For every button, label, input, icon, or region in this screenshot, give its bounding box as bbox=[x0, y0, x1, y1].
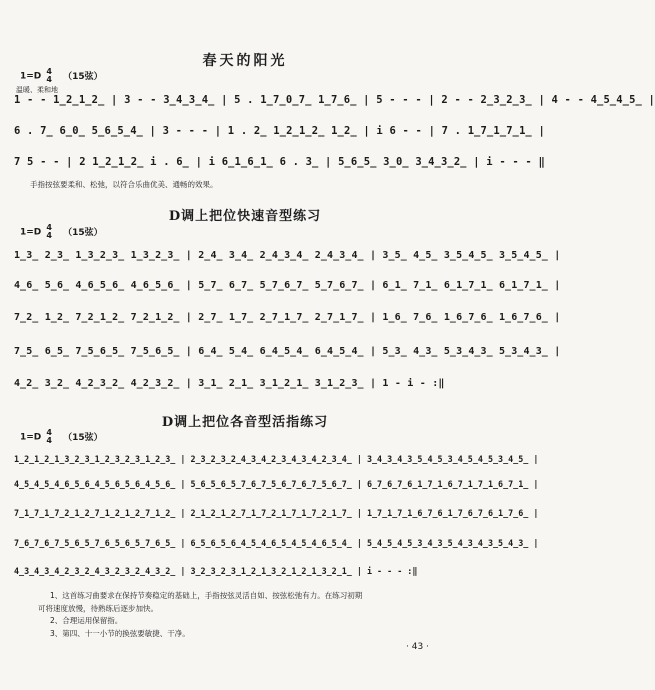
key-signature bbox=[20, 429, 103, 445]
time-top: 4 bbox=[46, 223, 52, 232]
score-line: 7̲2̲ 1̲2̲ 7̲2̲1̲2̲ 7̲2̲1̲2̲ | 2̲7̲ 1̲7̲ 2̲7̲1̲7̲ 2̲7̲1̲7̲ | 1̲6̲ 7̲6̲ 1̲6̲7̲6̲ 1̲6̲7̲6̲ | bbox=[14, 312, 561, 323]
strings-label: （15弦） bbox=[63, 432, 103, 443]
note-line: 可将速度放慢，待熟练后逐步加快。 bbox=[38, 603, 158, 613]
key-label: 1=D bbox=[20, 227, 42, 238]
page-number: · 43 · bbox=[406, 642, 429, 652]
key-signature bbox=[20, 68, 103, 84]
note-line: 2、合理运用保留指。 bbox=[50, 616, 123, 625]
time-signature bbox=[46, 68, 52, 84]
score-line: 1̲3̲ 2̲3̲ 1̲3̲2̲3̲ 1̲3̲2̲3̲ | 2̲4̲ 3̲4̲ 2̲4̲3̲4̲ 2̲4̲3̲4̲ | 3̲5̲ 4̲5̲ 3̲5̲4̲5̲ 3̲5̲4̲5̲ | bbox=[14, 250, 561, 261]
score-line: 4̲3̲4̲3̲4̲2̲3̲2̲4̲3̲2̲3̲2̲4̲3̲2̲ | 3̲2̲3̲2̲3̲1̲2̲1̲3̲2̲1̲2̲1̲3̲2̲1̲ | i - - - :‖ bbox=[14, 566, 418, 576]
practice-notes bbox=[38, 590, 460, 640]
score-line: 4̲6̲ 5̲6̲ 4̲6̲5̲6̲ 4̲6̲5̲6̲ | 5̲7̲ 6̲7̲ 5̲7̲6̲7̲ 5̲7̲6̲7̲ | 6̲1̲ 7̲1̲ 6̲1̲7̲1̲ 6̲1̲7̲1̲ | bbox=[14, 280, 561, 291]
time-bottom: 4 bbox=[46, 436, 52, 445]
score-line: 7 5 - - | 2 1̲2̲1̲2̲ i . 6̲ | i 6̲1̲6̲1̲ 6 . 3̲ | 5̲6̲5̲ 3̲0̲ 3̲4̲3̲2̲ | i - - - ‖ bbox=[14, 156, 545, 168]
time-bottom: 4 bbox=[46, 231, 52, 240]
piece-title: 春天的阳光 bbox=[202, 53, 288, 69]
strings-label: （15弦） bbox=[63, 227, 103, 238]
score-line: 7̲6̲7̲6̲7̲5̲6̲5̲7̲6̲5̲6̲5̲7̲6̲5̲ | 6̲5̲6̲5̲6̲4̲5̲4̲6̲5̲4̲5̲4̲6̲5̲4̲ | 5̲4̲5̲4̲5̲3̲4̲3̲5̲4̲3̲4̲3̲5̲4̲3̲ | bbox=[14, 538, 539, 548]
score-line: 4̲2̲ 3̲2̲ 4̲2̲3̲2̲ 4̲2̲3̲2̲ | 3̲1̲ 2̲1̲ 3̲1̲2̲1̲ 3̲1̲2̲3̲ | 1 - i - :‖ bbox=[14, 378, 445, 389]
score-line: 7̲1̲7̲1̲7̲2̲1̲2̲7̲1̲2̲1̲2̲7̲1̲2̲ | 2̲1̲2̲1̲2̲7̲1̲7̲2̲1̲7̲1̲7̲2̲1̲7̲ | 1̲7̲1̲7̲1̲6̲7̲6̲1̲7̲6̲7̲6̲1̲7̲6̲ | bbox=[14, 508, 539, 518]
time-signature bbox=[46, 224, 52, 240]
note-line: 3、第四、十一小节的换弦要敏捷、干净。 bbox=[50, 628, 190, 638]
instruction-text: 手指按弦要柔和、松弛，以符合乐曲优美、通畅的效果。 bbox=[30, 180, 218, 189]
score-line: 1 - - 1̲2̲1̲2̲ | 3 - - 3̲4̲3̲4̲ | 5 . 1̲7̲0̲7̲ 1̲7̲6̲ | 5 - - - | 2 - - 2̲3̲2̲3̲ | 4 - - 4̲5̲4̲5̲ | bbox=[14, 94, 655, 106]
exercise-title: D调上把位快速音型练习 bbox=[168, 209, 322, 224]
score-line: 7̲5̲ 6̲5̲ 7̲5̲6̲5̲ 7̲5̲6̲5̲ | 6̲4̲ 5̲4̲ 6̲4̲5̲4̲ 6̲4̲5̲4̲ | 5̲3̲ 4̲3̲ 5̲3̲4̲3̲ 5̲3̲4̲3̲ | bbox=[14, 346, 561, 357]
score-line: 1̲2̲1̲2̲1̲3̲2̲3̲1̲2̲3̲2̲3̲1̲2̲3̲ | 2̲3̲2̲3̲2̲4̲3̲4̲2̲3̲4̲3̲4̲2̲3̲4̲ | 3̲4̲3̲4̲3̲5̲4̲5̲3̲4̲5̲4̲5̲3̲4̲5̲ | bbox=[14, 454, 539, 464]
exercise-title: D调上把位各音型活指练习 bbox=[161, 415, 329, 430]
time-top: 4 bbox=[46, 428, 52, 437]
key-label: 1=D bbox=[20, 432, 42, 443]
score-line: 6 . 7̲ 6̲0̲ 5̲6̲5̲4̲ | 3 - - - | 1 . 2̲ 1̲2̲1̲2̲ 1̲2̲ | i 6 - - | 7 . 1̲7̲1̲7̲1̲ | bbox=[14, 125, 552, 137]
strings-label: （15弦） bbox=[63, 71, 103, 82]
score-line: 4̲5̲4̲5̲4̲6̲5̲6̲4̲5̲6̲5̲6̲4̲5̲6̲ | 5̲6̲5̲6̲5̲7̲6̲7̲5̲6̲7̲6̲7̲5̲6̲7̲ | 6̲7̲6̲7̲6̲1̲7̲1̲6̲7̲1̲7̲1̲6̲7̲1̲ | bbox=[14, 479, 539, 489]
note-line: 1、这首练习曲要求在保持节奏稳定的基础上，手指按弦灵活自如、按弦松弛有力。在练习初期 bbox=[50, 591, 363, 600]
time-top: 4 bbox=[46, 67, 52, 76]
key-signature bbox=[20, 224, 103, 240]
tempo-marking: 温暖、柔和地 bbox=[16, 86, 58, 94]
time-bottom: 4 bbox=[46, 75, 52, 84]
time-signature bbox=[46, 429, 52, 445]
key-label: 1=D bbox=[20, 71, 42, 82]
